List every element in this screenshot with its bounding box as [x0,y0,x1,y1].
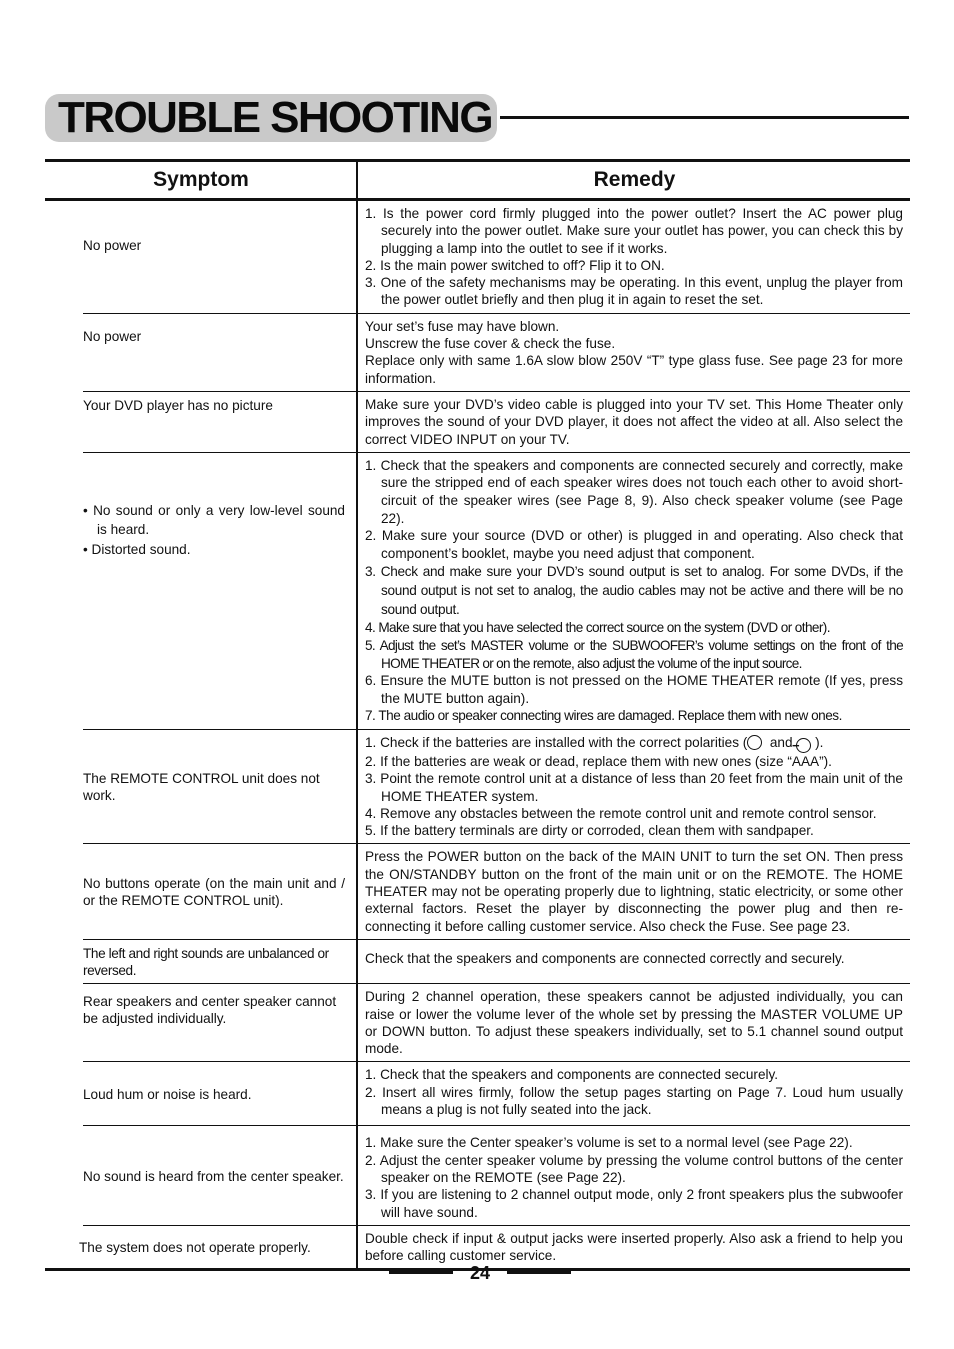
remedy-line: During 2 channel operation, these speakers cannot be adjusted individually, you can raise or lower the volume lever of the whole set by pressing the MASTER VOLUME UP or DOWN button. To adjust these speakers individually, set to 5.1 channel sound output mode. [365,989,903,1057]
table-row [45,730,910,844]
table-row [45,1126,910,1225]
footer-rule-right [507,1271,571,1274]
table-row [45,984,910,1062]
symptom-cell [83,984,345,1062]
remedy-item: 2. If the batteries are weak or dead, replace them with new ones (size “AAA”). [365,753,832,769]
remedy-cell [365,201,910,314]
remedy-item: 2. Make sure your source (DVD or other) is plugged in and operating. Also check that component’s booklet, maybe you need adjust that component. [365,528,903,561]
symptom-text: No buttons operate (on the main unit and / or the REMOTE CONTROL unit). [83,876,345,909]
table-row [45,1062,910,1126]
remedy-item: 1. Make sure the Center speaker’s volume is set to a normal level (see Page 22). [365,1135,853,1151]
remedy-cell [365,314,910,392]
symptom-text: No power [83,328,142,344]
remedy-text: 1. Check if the batteries are installed with the correct polarities ( [365,734,748,750]
symptom-text: Your DVD player has no picture [83,397,273,413]
symptom-cell [83,1062,345,1126]
remedy-item: 2. Adjust the center speaker volume by pressing the volume control buttons of the center speaker on the REMOTE (see Page 22). [365,1152,903,1185]
minus-polarity-icon: − [796,738,811,753]
remedy-text: ). [815,734,824,750]
symptom-cell [83,730,345,844]
symptom-bullet: • Distorted sound. [83,541,191,557]
remedy-cell [365,940,910,984]
remedy-cell [365,453,910,730]
remedy-cell [365,730,910,844]
symptom-cell [83,392,345,453]
symptom-cell [83,314,345,392]
symptom-list [83,501,345,560]
symptom-text: The left and right sounds are unbalanced or reversed. [83,946,329,979]
remedy-item: 5. Adjust the set’s MASTER volume or the SUBWOOFER’s volume settings on the front of the HOME THEATER or on the remote, also adjust the volume of the input source. [365,638,903,671]
footer-rule-left [389,1271,453,1274]
symptom-text: No power [83,238,142,253]
page-title: TROUBLE SHOOTING [58,93,492,142]
remedy-item: 1. Check that the speakers and components are connected securely. [365,1067,779,1083]
remedy-item: 2. Insert all wires firmly, follow the setup pages starting on Page 7. Loud hum usually means a plug is not fully seated into the jack. [365,1084,903,1118]
remedy-item: 4. Remove any obstacles between the remote control unit and remote control sensor. [365,805,877,821]
remedy-item: 5. If the battery terminals are dirty or corroded, clean them with sandpaper. [365,823,814,839]
remedy-cell [365,392,910,453]
troubleshooting-table [45,159,910,1269]
remedy-line: Your set’s fuse may have blown. [365,318,560,334]
remedy-line: Unscrew the fuse cover & check the fuse. [365,336,616,352]
remedy-item: 1. Is the power cord firmly plugged into the power outlet? Insert the AC power plug securely into the power outlet. Make sure your outlet has power, you can check this by plugging a lamp into the outlet to see if it works. [365,206,903,256]
page-number: 24 [469,1263,491,1283]
remedy-line: Press the POWER button on the back of the MAIN UNIT to turn the set ON. Then press the ON/STANDBY button on the front of the main unit or on the REMOTE. The HOME THEATER may not be operating properly due to lightning, static electricity, or some other external factors. Reset the player by disconnecting the power plug and then re-connecting it before calling customer service. Also check the Fuse. See page 23. [365,849,903,934]
remedy-item [365,734,903,753]
table-row [45,201,910,314]
plus-polarity-icon [747,735,762,750]
title-rule [500,116,909,119]
remedy-item: 6. Ensure the MUTE button is not pressed on the HOME THEATER remote (If yes, press the MUTE button again). [365,673,903,706]
remedy-cell [365,984,910,1062]
table-row [45,453,910,730]
remedy-line: Double check if input & output jacks were inserted properly. Also ask a friend to help you before calling customer service. [365,1230,903,1264]
remedy-item: 4. Make sure that you have selected the correct source on the system (DVD or other). [365,620,830,636]
table-row [45,314,910,392]
remedy-line: Replace only with same 1.6A slow blow 250V “T” type glass fuse. See page 23 for more information. [365,353,903,386]
symptom-text: Rear speakers and center speaker cannot be adjusted individually. [83,994,337,1027]
symptom-text: Loud hum or noise is heard. [83,1086,252,1102]
symptom-cell [83,844,345,939]
remedy-item: 7. The audio or speaker connecting wires are damaged. Replace them with new ones. [365,708,842,724]
remedy-item: 3. If you are listening to 2 channel output mode, only 2 front speakers plus the subwoofer will have sound. [365,1187,903,1220]
table-header [45,159,910,201]
symptom-text: The REMOTE CONTROL unit does not work. [83,771,320,804]
remedy-cell [365,1126,910,1225]
remedy-item: 2. Is the main power switched to off? Flip it to ON. [365,257,665,273]
remedy-line: Make sure your DVD’s video cable is plugged into your TV set. This Home Theater only improves the sound of your DVD player, it does not affect the video at all. Also select the correct VIDEO INPUT on your TV. [365,396,903,447]
symptom-cell [83,1126,345,1225]
symptom-bullet: • No sound or only a very low-level sound is heard. [83,502,345,538]
remedy-item: 3. Check and make sure your DVD’s sound output is set to analog. For some DVDs, if the sound output is not set to analog, the audio cables may not be active and there will be no sound output. [365,564,903,618]
symptom-text: The system does not operate properly. [79,1240,311,1256]
remedy-text: and [769,734,793,750]
table-row [45,844,910,939]
remedy-item: 3. One of the safety mechanisms may be operating. In this event, unplug the player from the power outlet briefly and then plug it in again to reset the set. [365,275,903,308]
symptom-header: Symptom [153,168,249,191]
symptom-cell [79,1226,341,1270]
symptom-cell [83,940,345,984]
table-row [45,940,910,984]
remedy-item: 3. Point the remote control unit at a distance of less than 20 feet from the main unit of the HOME THEATER system. [365,771,903,804]
symptom-text: No sound is heard from the center speaker. [83,1168,344,1184]
symptom-cell [83,453,345,730]
symptom-cell [83,201,345,314]
remedy-item: 1. Check that the speakers and components are connected securely and correctly, make sure the stripped end of each speaker wires does not touch each other to avoid short-circuit of the speaker wires (see Page 8, 9). Also check speaker volume (see Page 22). [365,457,903,526]
remedy-cell [365,844,910,939]
remedy-cell [365,1226,910,1270]
table-row [45,392,910,453]
remedy-header: Remedy [593,168,676,191]
remedy-line: Check that the speakers and components are connected correctly and securely. [365,950,845,966]
remedy-cell [365,1062,910,1126]
